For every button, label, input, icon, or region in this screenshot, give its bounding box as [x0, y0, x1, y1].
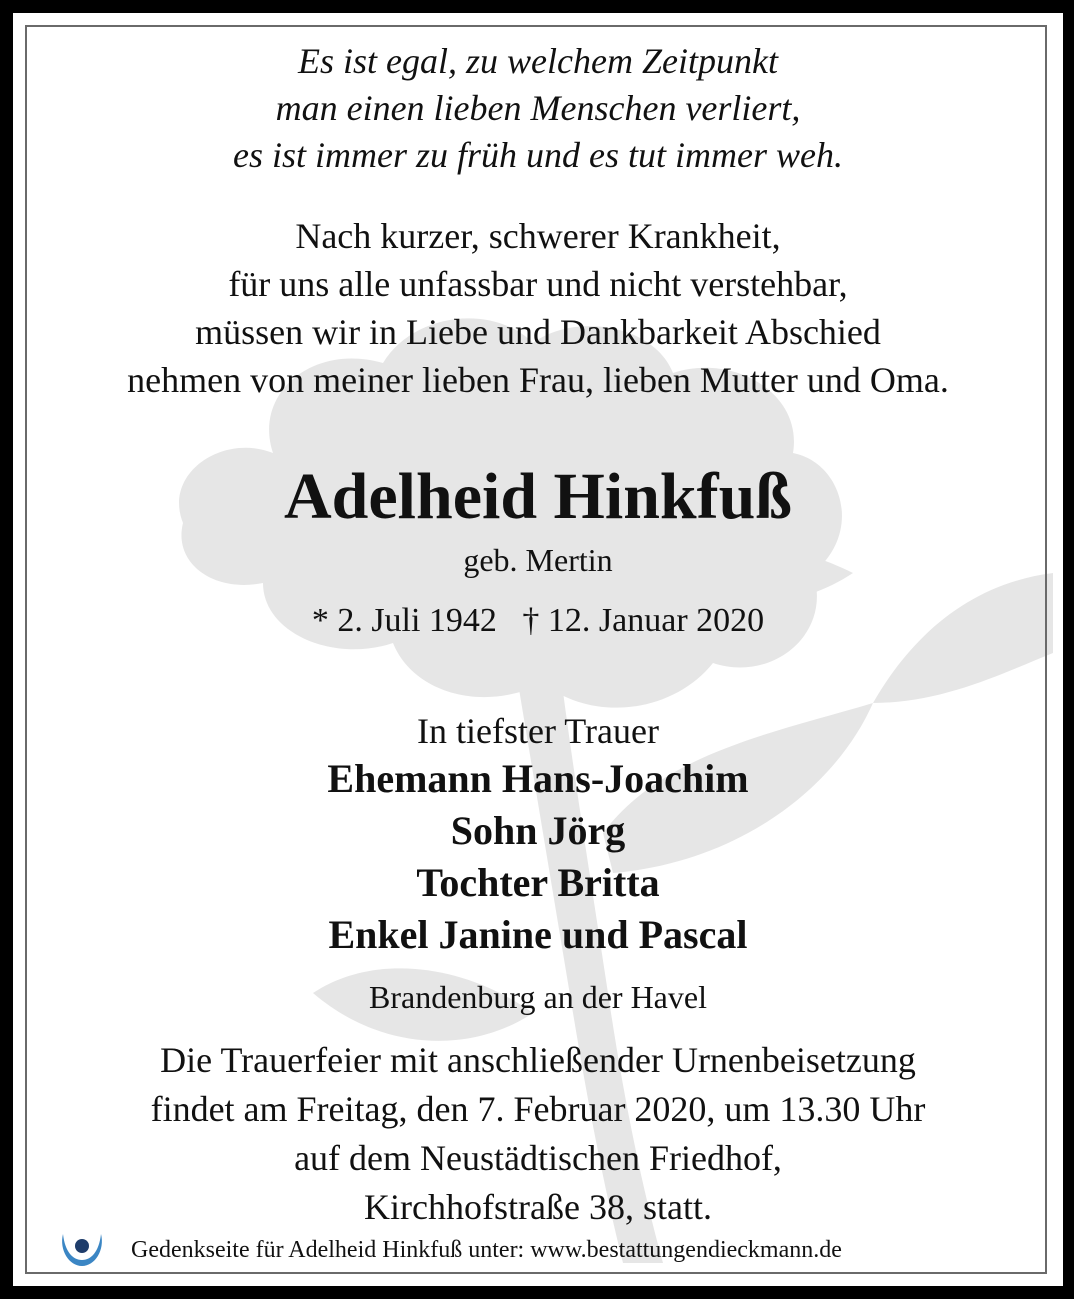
poem-line-2: man einen lieben Menschen verliert, — [275, 88, 801, 128]
memorial-page-link[interactable]: Gedenkseite für Adelheid Hinkfuß unter: www.bestattungendieckmann.de — [131, 1237, 842, 1263]
intro-line-2: für uns alle unfassbar und nicht verstehbar, — [228, 264, 848, 304]
intro-line-1: Nach kurzer, schwerer Krankheit, — [295, 216, 781, 256]
memorial-logo-icon — [57, 1226, 107, 1270]
intro-line-4: nehmen von meiner lieben Frau, lieben Mutter und Oma. — [127, 360, 949, 400]
life-dates: * 2. Juli 1942 † 12. Januar 2020 — [311, 602, 765, 639]
service-line-4: Kirchhofstraße 38, statt. — [364, 1187, 712, 1227]
mourners-place: Brandenburg an der Havel — [369, 979, 707, 1015]
mourning-heading: In tiefster Trauer — [417, 711, 659, 751]
intro-line-3: müssen wir in Liebe und Dankbarkeit Abschied — [195, 312, 881, 352]
obituary-notice — [13, 13, 1063, 1286]
mourner-2: Sohn Jörg — [450, 808, 626, 853]
mourner-4: Enkel Janine und Pascal — [328, 912, 748, 957]
poem-line-3: es ist immer zu früh und es tut immer weh. — [233, 135, 843, 175]
service-line-2: findet am Freitag, den 7. Februar 2020, um 13.30 Uhr — [150, 1089, 926, 1129]
inner-border — [25, 25, 1047, 1274]
birth-name: geb. Mertin — [463, 542, 613, 578]
service-line-1: Die Trauerfeier mit anschließender Urnenbeisetzung — [160, 1040, 916, 1080]
deceased-name: Adelheid Hinkfuß — [283, 460, 793, 533]
mourner-1: Ehemann Hans-Joachim — [327, 756, 749, 801]
service-line-3: auf dem Neustädtischen Friedhof, — [294, 1138, 782, 1178]
poem-line-1: Es ist egal, zu welchem Zeitpunkt — [298, 41, 778, 81]
mourner-3: Tochter Britta — [416, 860, 660, 905]
